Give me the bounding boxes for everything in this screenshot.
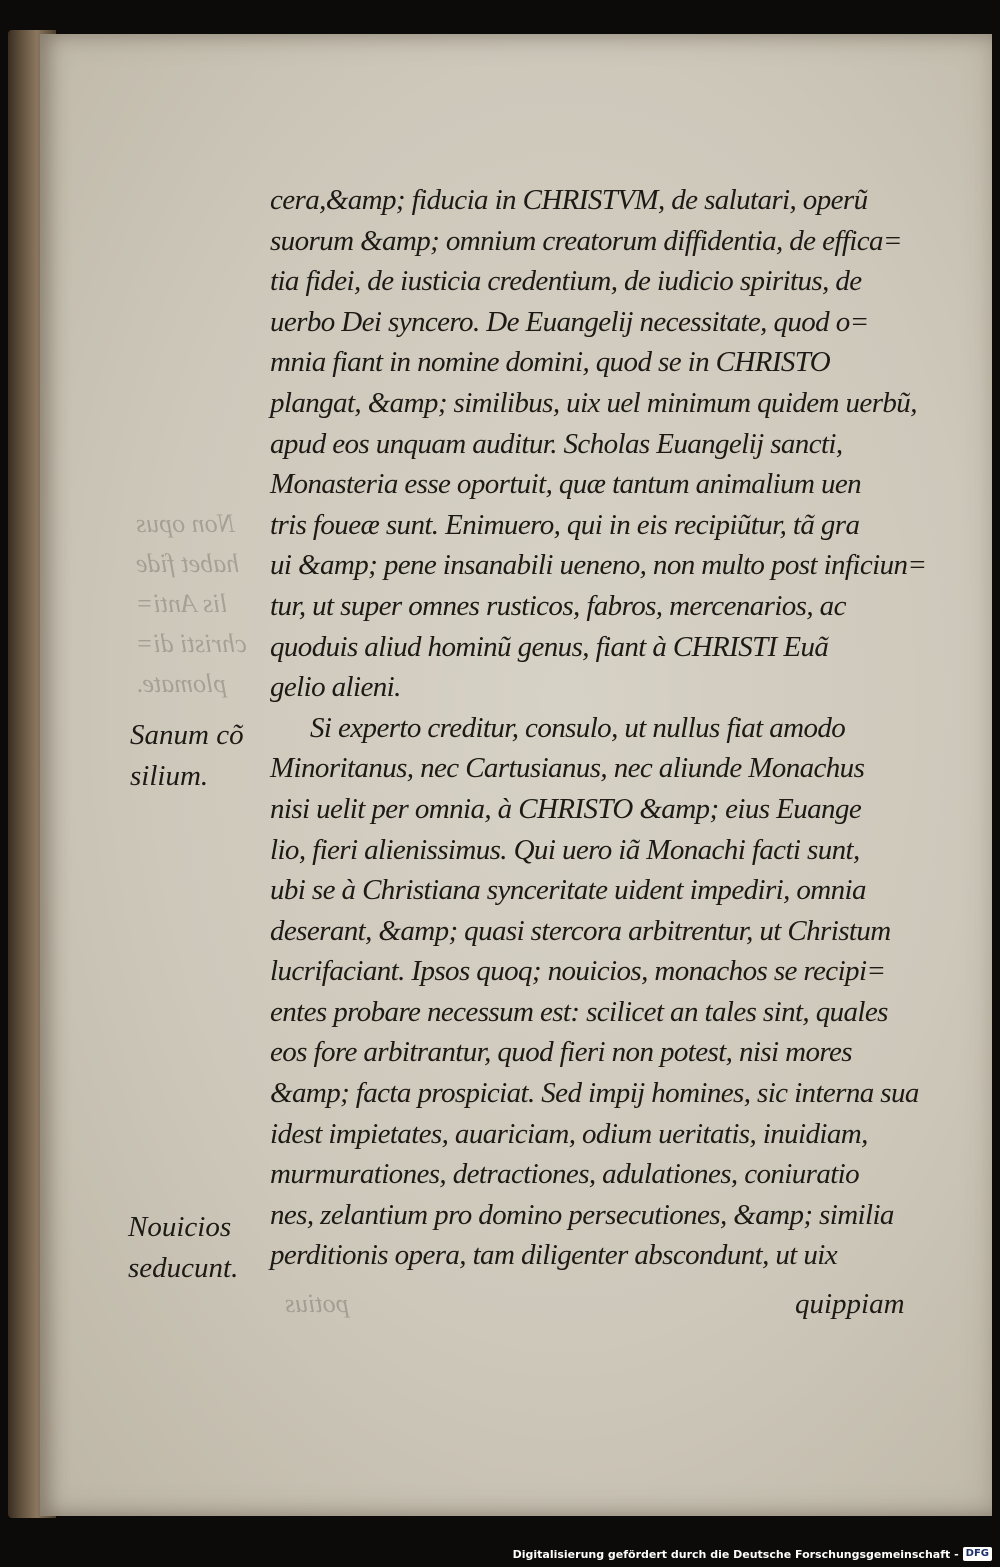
catchword: quippiam	[795, 1288, 905, 1320]
text-line: nes, zelantium pro domino persecutiones, &amp; similia	[270, 1198, 894, 1231]
text-line: ui &amp; pene insanabili ueneno, non multo post inficiun=	[270, 549, 927, 582]
text-line: deserant, &amp; quasi stercora arbitrentur, ut Christum	[270, 914, 891, 947]
text-line: tia fidei, de iusticia credentium, de iudicio spiritus, de	[270, 265, 862, 298]
margin-note: Sanum cõ	[130, 719, 244, 751]
footer-text: Digitalisierung gefördert durch die Deutsche Forschungsgemeinschaft -	[512, 1547, 959, 1561]
text-line: &amp; facta prospiciat. Sed impij homines, sic interna sua	[270, 1077, 919, 1110]
show-through-text: plomate.	[136, 669, 227, 698]
text-line: cera,&amp; fiducia in CHRISTVM, de salutari, operũ	[270, 184, 868, 216]
text-line: gelio alieni.	[270, 671, 401, 704]
margin-note: seducunt.	[128, 1252, 239, 1284]
text-line: entes probare necessum est: scilicet an tales sint, quales	[270, 995, 888, 1028]
margin-note: Nouicios	[128, 1211, 232, 1243]
text-line: perditionis opera, tam diligenter abscondunt, ut uix	[270, 1239, 838, 1272]
text-line: idest impietates, auariciam, odium ueritatis, inuidiam,	[270, 1117, 868, 1150]
text-line: murmurationes, detractiones, adulationes, coniuratio	[270, 1158, 860, 1191]
show-through-text: christi di=	[136, 629, 247, 658]
text-line: Monasteria esse oportuit, quæ tantum animalium uen	[270, 468, 862, 501]
show-through-text: potius	[285, 1289, 349, 1318]
text-line: Si experto creditur, consulo, ut nullus fiat amodo	[310, 711, 846, 744]
funding-footer	[513, 1543, 992, 1565]
text-line: plangat, &amp; similibus, uix uel minimum quidem uerbũ,	[270, 386, 917, 419]
text-line: Minoritanus, nec Cartusianus, nec aliunde Monachus	[270, 752, 865, 785]
text-line: suorum &amp; omnium creatorum diffidentia, de effica=	[270, 224, 902, 257]
text-line: uerbo Dei syncero. De Euangelij necessitate, quod o=	[270, 305, 869, 338]
show-through-text: habet fide	[136, 549, 240, 578]
text-line: nisi uelit per omnia, à CHRISTO &amp; eius Euange	[270, 792, 862, 825]
text-line: quoduis aliud hominũ genus, fiant à CHRISTI Euã	[270, 630, 829, 663]
show-through-text: Non opus	[136, 509, 235, 538]
margin-note: silium.	[130, 760, 209, 792]
text-line: mnia fiant in nomine domini, quod se in CHRISTO	[270, 346, 831, 379]
text-line: ubi se à Christiana synceritate uident impediri, omnia	[270, 874, 866, 907]
show-through-text: lis Anti=	[136, 589, 228, 618]
main-text	[270, 180, 927, 1276]
text-line: tur, ut super omnes rusticos, fabros, mercenarios, ac	[270, 589, 846, 622]
text-line: lucrifaciant. Ipsos quoq; nouicios, monachos se recipi=	[270, 955, 886, 988]
text-line: lio, fieri alienissimus. Qui uero iã Monachi facti sunt,	[270, 833, 860, 866]
text-line: eos fore arbitrantur, quod fieri non potest, nisi mores	[270, 1036, 852, 1069]
text-line: apud eos unquam auditur. Scholas Euangelij sancti,	[270, 427, 843, 460]
text-line: tris foueæ sunt. Enimuero, qui in eis recipiũtur, tã gra	[270, 508, 860, 541]
dfg-logo: DFG	[963, 1547, 992, 1561]
